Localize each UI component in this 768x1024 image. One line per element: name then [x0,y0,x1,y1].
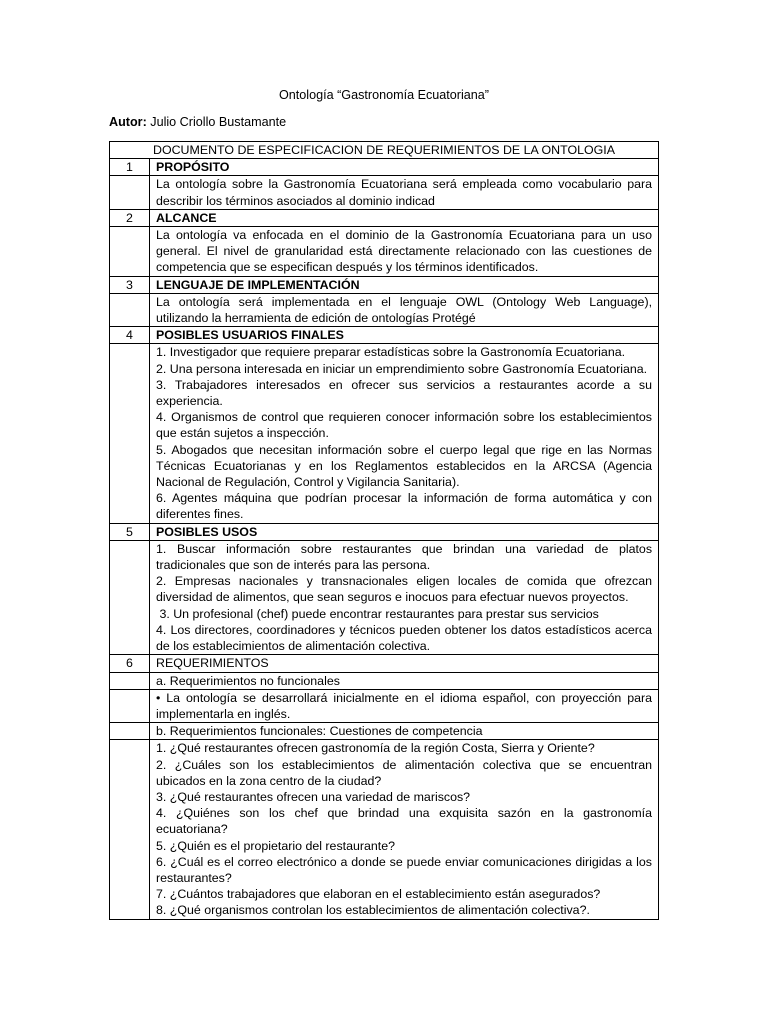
author-line [109,114,286,130]
nonfunctional-title: a. Requerimientos no funcionales [150,672,659,689]
list-item: 4. ¿Quiénes son los chef que brindad una exquisita sazón en la gastronomía ecuatoriana? [156,806,653,837]
section-title: PROPÓSITO [150,159,659,176]
list-item: 6. Agentes máquina que podrían procesar la información de forma automática y con diferentes fines. [156,491,653,522]
section-title: ALCANCE [150,209,659,226]
document-title: Ontología “Gastronomía Ecuatoriana” [278,88,489,102]
requirements-table [109,141,659,920]
list-item: 2. Empresas nacionales y transnacionales eligen locales de comida que ofrezcan diversidad de alimentos, que sean seguros e inocuos para efectuar nuevos proyectos. [156,574,653,605]
functional-title: b. Requerimientos funcionales: Cuestiones de competencia [150,723,659,740]
section-body-row [110,176,659,209]
list-item: 6. ¿Cuál es el correo electrónico a donde se puede enviar comunicaciones dirigidas a los restaurantes? [156,854,653,885]
list-item: 2. Una persona interesada en iniciar un emprendimiento sobre Gastronomía Ecuatoriana. [156,361,648,376]
section-body: La ontología sobre la Gastronomía Ecuatoriana será empleada como vocabulario para describir los términos asociados al dominio indicad [150,176,659,209]
list-item: 8. ¿Qué organismos controlan los establecimientos de alimentación colectiva?. [156,903,590,918]
author-label: Autor: [109,115,147,129]
list-item: 4. Los directores, coordinadores y técnicos pueden obtener los datos estadísticos acerca de los establecimientos de alimentación colectiva. [156,622,653,654]
subsection-body-row [110,689,659,722]
section-number: 1 [110,159,150,176]
section-body-row [110,227,659,277]
list-item: 3. Un profesional (chef) puede encontrar restaurantes para prestar sus servicios [156,606,599,621]
subsection-row [110,723,659,740]
list-item: 3. ¿Qué restaurantes ofrecen una variedad de mariscos? [156,789,471,804]
section-row [110,655,659,672]
section-body-row [110,344,659,523]
section-title: POSIBLES USOS [150,523,659,540]
section-title: REQUERIMIENTOS [150,655,659,672]
section-row [110,327,659,344]
list-item: 5. Abogados que necesitan información sobre el cuerpo legal que rige en las Normas Técnicas Ecuatorianas y en los Reglamentos establecidos en la ARCSA (Agencia Nacional de Regulación, Control y Vigilancia Sanitaria). [156,442,653,490]
section-row [110,159,659,176]
section-number: 6 [110,655,150,672]
section-row [110,276,659,293]
section-number: 3 [110,276,150,293]
section-row [110,523,659,540]
section-body: La ontología va enfocada en el dominio de la Gastronomía Ecuatoriana para un uso general. El nivel de granularidad está directamente relacionado con las cuestiones de competencia que se especifican después y los términos identificados. [150,227,659,277]
list-item: 5. ¿Quién es el propietario del restaurante? [156,838,396,853]
subsection-row [110,672,659,689]
section-row [110,209,659,226]
section-body-row [110,293,659,326]
list-item: 7. ¿Cuántos trabajadores que elaboran en el establecimiento están asegurados? [156,887,601,902]
list-item: 1. Investigador que requiere preparar estadísticas sobre la Gastronomía Ecuatoriana. [156,345,626,360]
section-title: POSIBLES USUARIOS FINALES [150,327,659,344]
nonfunctional-body: • La ontología se desarrollará inicialmente en el idioma español, con proyección para implementarla en inglés. [150,689,659,722]
list-item: 4. Organismos de control que requieren conocer información sobre los establecimientos que están sujetos a inspección. [156,410,653,441]
section-body: La ontología será implementada en el lenguaje OWL (Ontology Web Language), utilizando la herramienta de edición de ontologías Protégé [150,293,659,326]
author-name: Julio Criollo Bustamante [150,115,287,129]
list-item: 2. ¿Cuáles son los establecimientos de alimentación colectiva que se encuentran ubicados en la zona centro de la ciudad? [156,757,653,788]
section-body-row [110,540,659,654]
subsection-body-row [110,740,659,919]
list-item: 3. Trabajadores interesados en ofrecer sus servicios a restaurantes acorde a su experiencia. [156,377,653,409]
section-number: 5 [110,523,150,540]
table-header: DOCUMENTO DE ESPECIFICACION DE REQUERIMIENTOS DE LA ONTOLOGIA [110,142,659,159]
end-users-list [150,344,659,523]
list-item: 1. Buscar información sobre restaurantes que brindan una variedad de platos tradicionales que son de interés para las persona. [156,541,653,573]
table-header-row [110,142,659,159]
section-number: 4 [110,327,150,344]
uses-list [150,540,659,654]
competency-questions-list [150,740,659,919]
section-number: 2 [110,209,150,226]
list-item: 1. ¿Qué restaurantes ofrecen gastronomía de la región Costa, Sierra y Oriente? [156,741,595,756]
section-title: LENGUAJE DE IMPLEMENTACIÓN [150,276,659,293]
